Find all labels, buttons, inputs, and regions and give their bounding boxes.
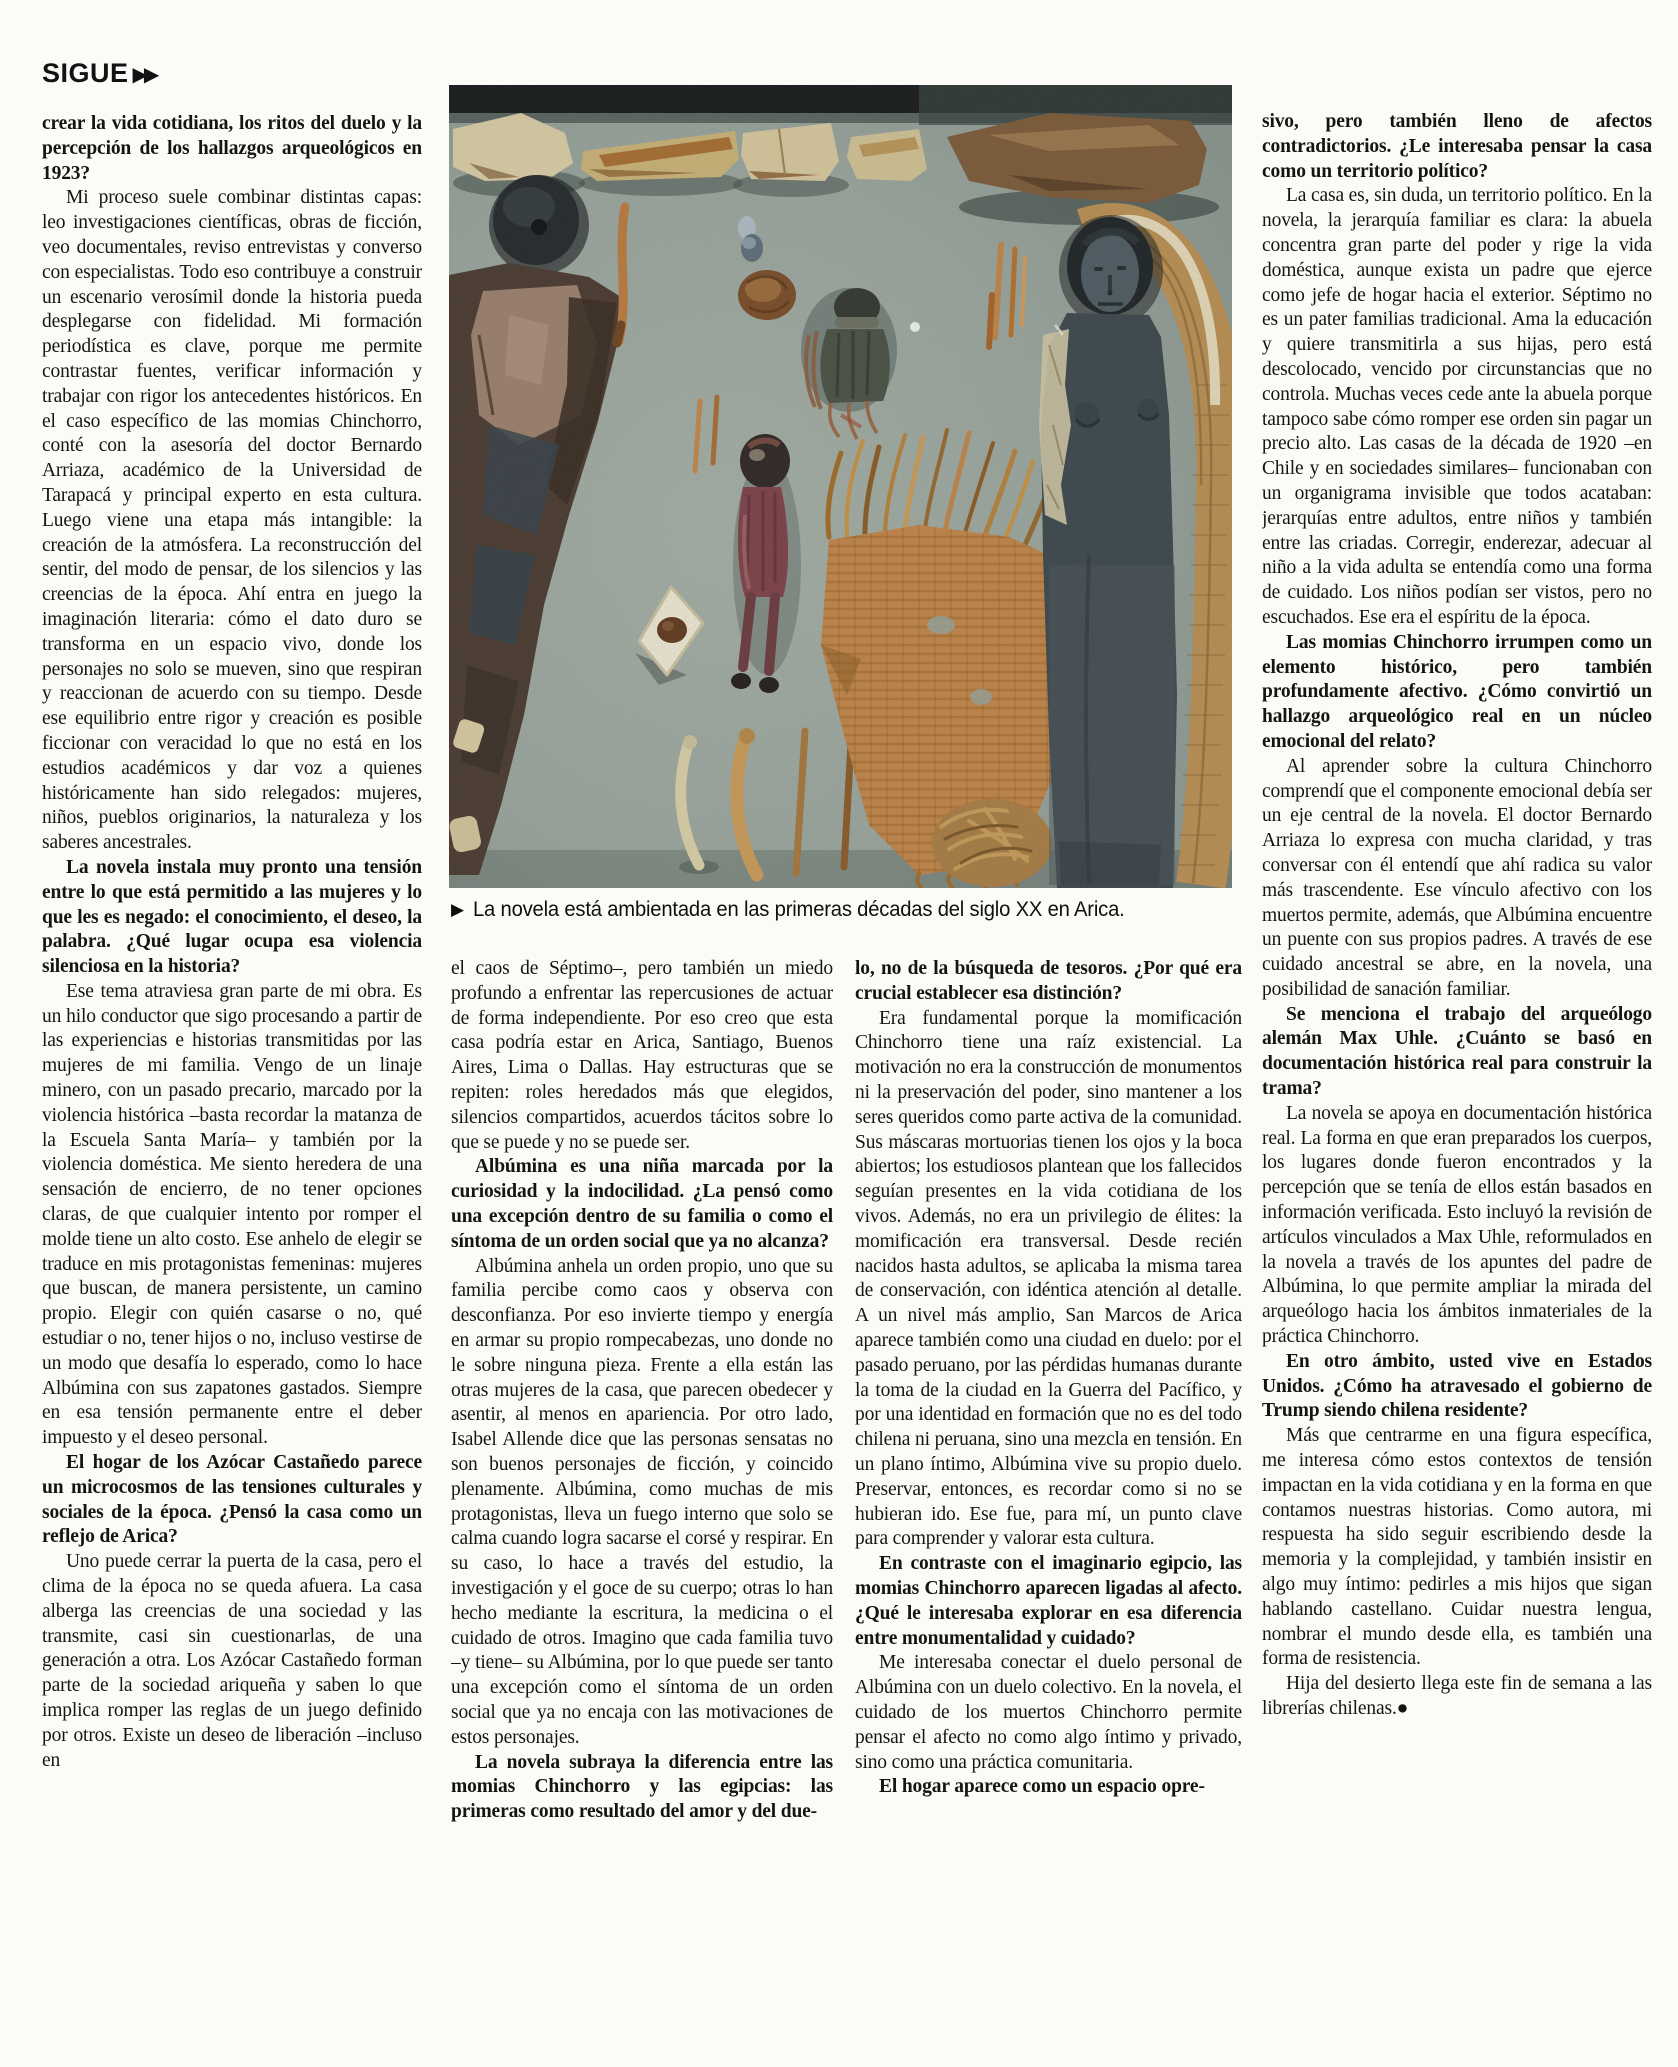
continuation-arrows-icon: ▶▶ [132, 64, 156, 86]
photo-caption [451, 897, 1240, 922]
photo-grain [449, 85, 1232, 888]
paragraph-q: En otro ámbito, usted vive en Estados Unidos. ¿Cómo ha atravesado el gobierno de Trump siendo chilena residente? [1262, 1350, 1652, 1422]
paragraph-q: En contraste con el imaginario egipcio, las momias Chinchorro aparecen ligadas al afecto. ¿Qué le interesaba explorar en esa diferencia entre monumentalidad y cuidado? [855, 1553, 1242, 1649]
paragraph-qc: sivo, pero también lleno de afectos contradictorios. ¿Le interesaba pensar la casa como un territorio político? [1262, 111, 1652, 182]
paragraph-q: La novela subraya la diferencia entre las momias Chinchorro y las egipcias: las primeras como resultado del amor y del due- [451, 1751, 833, 1823]
paragraph-a: Ese tema atraviesa gran parte de mi obra. Es un hilo conductor que sigo procesando a partir de las experiencias e historias transmitidas por las mujeres de mi familia. Vengo de un linaje minero, con un pasado precario, marcado por la violencia histórica –basta recordar la matanza de la Escuela Santa María– y también por la violencia doméstica. Me siento heredera de una sensación de encierro, de no tener opciones claras, de que cualquier intento por romper el molde tiene un alto costo. Ese anhelo de elegir se traduce en mis protagonistas femeninas: mujeres que buscan, de manera persistente, un camino propio. Elegir con quién casarse o no, qué estudiar o no, tener hijos o no, incluso vestirse de un modo que desafía lo esperado, como lo hace Albúmina con sus zapatones gastados. Siempre en esa tensión permanente entre el deber impuesto y el deseo personal. [42, 980, 422, 1449]
paragraph-a: La casa es, sin duda, un territorio político. En la novela, la jerarquía familiar es clara: la abuela concentra gran parte del poder y rige la vida doméstica, aunque exista un padre que ejerce como jefe de hogar hacia el exterior. Séptimo no es un pater familias tradicional. Ama la educación y quiere transmitirla a sus hijas, pero está descolocado, vencido por circunstancias que no controla. Muchas veces cede ante la abuela porque tampoco sabe cómo romper ese orden sin pagar un precio alto. Las casas de la década de 1920 –en Chile y en sociedades similares– funcionaban con un organigrama invisible que todos acataban: jerarquías entre adultos, entre niños y también entre las criadas. Corregir, enderezar, adecuar al niño a la vida adulta se entendía como una forma de cuidado. Los niños podían ser vistos, pero no escuchados. Ese era el espíritu de la época. [1262, 185, 1652, 628]
paragraph-a: Más que centrarme en una figura específica, me interesa cómo estos contextos de tensión impactan en la vida cotidiana y en la forma en que contamos nuestras historias. Como autora, mi respuesta ha sido seguir escribiendo desde la memoria y la complejidad, y también insistir en algo muy íntimo: pedirles a mis hijos que sigan hablando castellano. Cuidar nuestra lengua, nombrar el mundo desde ella, es también una forma de resistencia. [1262, 1425, 1652, 1670]
paragraph-q: Se menciona el trabajo del arqueólogo alemán Max Uhle. ¿Cuánto se basó en documentación histórica real para construir la trama? [1262, 1003, 1652, 1100]
text-column-2 [451, 957, 833, 2059]
paragraph-qc: lo, no de la búsqueda de tesoros. ¿Por qué era crucial establecer esa distinción? [855, 958, 1242, 1004]
paragraph-a: Uno puede cerrar la puerta de la casa, pero el clima de la época no se queda afuera. La casa alberga las creencias de una sociedad y las transmite, casi sin cuestionarlas, de una generación a otra. Los Azócar Castañedo forman parte de la sociedad ariqueña y saben lo que implica romper las reglas de un juego definido por otros. Existe un deseo de liberación –incluso en [42, 1551, 422, 1771]
paragraph-a: Albúmina anhela un orden propio, uno que su familia percibe como caos y observa con desconfianza. Por eso invierte tiempo y energía en armar su propio rompecabezas, uno donde no le sobre ninguna pieza. Frente a ella están las otras mujeres de la casa, que parecen obedecer y asentir, al menos en apariencia. Por otro lado, Isabel Allende dice que las personas sensatas no son buenos personajes de ficción, y coincido plenamente. Albúmina, como muchas de mis protagonistas, lleva un fuego interno que solo se calma cuando logra sacarse el corsé y respirar. En su caso, lo hace a través del estudio, la investigación y el goce de su cuerpo; otras lo han hecho mediante la escritura, la medicina o el cuidado de otros. Imagino que cada familia tuvo –y tiene– su Albúmina, por lo que puede ser tanto una excepción como el síntoma de un orden social que ya no encaja con las motivaciones de estos personajes. [451, 1255, 833, 1748]
paragraph-ac: el caos de Séptimo–, pero también un miedo profundo a enfrentar las repercusiones de actuar de forma independiente. Por eso creo que esta casa podría estar en Arica, Santiago, Buenos Aires, Lima o Dallas. Hay estructuras que se repiten: roles heredados más que elegidos, silencios compartidos, acuerdos tácitos sobre lo que se puede y no se puede ser. [451, 958, 833, 1153]
continuation-label: SIGUE [42, 58, 129, 88]
photo-caption-text: La novela está ambientada en las primeras décadas del siglo XX en Arica. [473, 897, 1125, 921]
text-column-3 [855, 957, 1242, 2059]
paragraph-a: Mi proceso suele combinar distintas capas: leo investigaciones científicas, obras de ficción, veo documentales, reviso entrevistas y converso con especialistas. Todo eso contribuye a construir un escenario verosímil donde la historia pueda desplegarse con fidelidad. Mi formación periodística es clave, porque me permite contrastar fuentes, verificar información y trabajar con rigor los antecedentes históricos. En el caso específico de las momias Chinchorro, conté con la asesoría del doctor Bernardo Arriaza, académico de la Universidad de Tarapacá y principal experto en esta cultura. Luego viene una etapa más intangible: la creación de la atmósfera. La reconstrucción del sentir, del modo de pensar, de los silencios y las creencias de la época. Ahí entra en juego la imaginación literaria: cómo el dato duro se transforma en un espacio vivo, donde los personajes no solo se mueven, sino que respiran y reaccionan de acuerdo con su tiempo. Desde ese equilibrio entre rigor y creación es posible ficcionar con veracidad lo que no está en los estudios académicos y dar voz a quienes históricamente han sido relegados: mujeres, niños, pueblos originarios, la naturaleza y los saberes ancestrales. [42, 187, 422, 854]
paragraph-q: Albúmina es una niña marcada por la curiosidad y la indocilidad. ¿La pensó como una excepción dentro de su familia o como el síntoma de un orden social que ya no alcanza? [451, 1156, 833, 1252]
paragraph-q: Las momias Chinchorro irrumpen como un elemento histórico, pero también profundamente afectivo. ¿Cómo convirtió un hallazgo arqueológico real en un núcleo emocional del relato? [1262, 631, 1652, 752]
article-photo [449, 85, 1232, 888]
caption-arrow-icon: ▶ [451, 900, 465, 919]
paragraph-q: El hogar aparece como un espacio opre- [879, 1776, 1205, 1798]
paragraph-q: La novela instala muy pronto una tensión entre lo que está permitido a las mujeres y lo que les es negado: el conocimiento, el deseo, la palabra. ¿Qué lugar ocupa esa violencia silenciosa en la historia? [42, 856, 422, 978]
paragraph-a: Era fundamental porque la momificación Chinchorro tiene una raíz existencial. La motivación no era la construcción de monumentos ni la preservación del poder, sino mantener a los seres queridos como parte activa de la comunidad. Sus máscaras mortuorias tienen los ojos y la boca abiertos; los estudiosos plantean que los fallecidos seguían presentes en la vida cotidiana de los vivos. Además, no era un privilegio de élites: la momificación era transversal. Desde recién nacidos hasta adultos, se aplicaba la misma tarea de conservación, con idéntica atención al detalle. A un nivel más amplio, San Marcos de Arica aparece también como una ciudad en duelo: por el pasado peruano, por las pérdidas humanas durante la toma de la ciudad en la Guerra del Pacífico, y por una identidad en formación que no es del todo chilena ni peruana, sino una mezcla en tensión. En un plano íntimo, Albúmina vive su propio duelo. Preservar, entonces, es recordar como si no se hubieran ido. Ese fue, para mí, un punto clave para comprender y valorar esta cultura. [855, 1007, 1242, 1550]
paragraph-q: El hogar de los Azócar Castañedo parece un microcosmos de las tensiones culturales y sociales de la época. ¿Pensó la casa como un reflejo de Arica? [42, 1452, 422, 1548]
continuation-header [42, 58, 155, 89]
paragraph-qc: crear la vida cotidiana, los ritos del duelo y la percepción de los hallazgos arqueológicos en 1923? [42, 113, 422, 184]
paragraph-a: La novela se apoya en documentación histórica real. La forma en que eran preparados los cuerpos, los lugares donde fueron encontrados y la percepción que se tenía de ellos están basados en información verificada. Esto incluyó la revisión de artículos vinculados a Max Uhle, reformulados en la novela a través de los apuntes del padre de Albúmina, lo que permite ampliar la mirada del arqueólogo hacia los ámbitos inmateriales de la práctica Chinchorro. [1262, 1102, 1652, 1348]
paragraph-end: Hija del desierto llega este fin de semana a las librerías chilenas.● [1262, 1673, 1652, 1719]
paragraph-a: Al aprender sobre la cultura Chinchorro comprendí que el componente emocional debía ser un eje central de la novela. El doctor Bernardo Arriaza lo expresa con mucha claridad, y tras conversar con él entendí que ahí radica su valor más trascendente. Ese vínculo afectivo con los muertos permite, además, que Albúmina encuentre un puente con sus propios padres. A través de ese cuidado ancestral se abre, en la novela, una posibilidad de sanación familiar. [1262, 755, 1652, 1000]
text-column-1 [42, 112, 422, 2052]
paragraph-a: Me interesaba conectar el duelo personal de Albúmina con un duelo colectivo. En la novela, el cuidado de los muertos Chinchorro permite pensar el afecto no como algo íntimo y privado, sino como una práctica comunitaria. [855, 1652, 1242, 1773]
photo-chinchorro-mummies-illustration [449, 85, 1232, 888]
text-column-4 [1262, 110, 1652, 2060]
